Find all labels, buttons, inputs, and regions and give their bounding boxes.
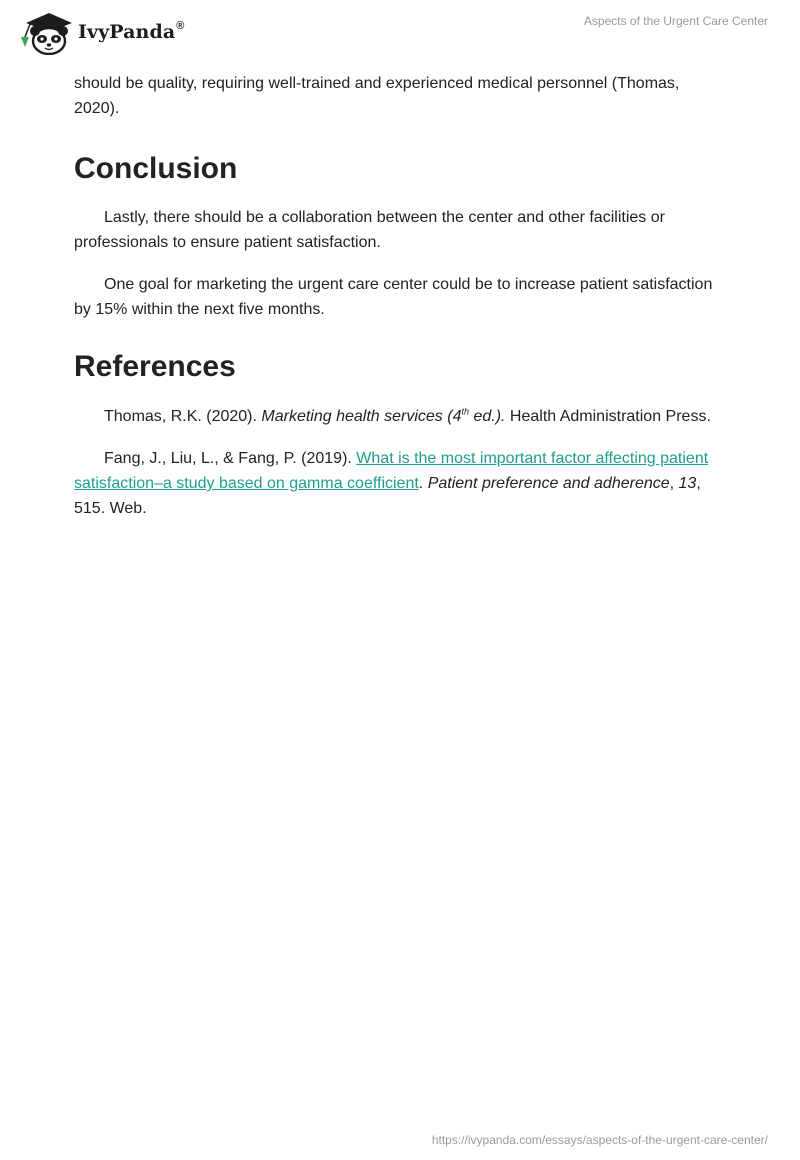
ivypanda-logo[interactable]	[16, 9, 185, 55]
page-header	[0, 0, 800, 70]
ref1-authors: Thomas, R.K. (2020).	[104, 408, 262, 425]
ref2-authors: Fang, J., Liu, L., & Fang, P. (2019).	[104, 450, 357, 467]
brand-name: IvyPanda	[78, 21, 176, 43]
reference-entry-2	[74, 446, 724, 521]
reference-entry-1	[74, 404, 724, 429]
ref1-edition-superscript: th	[461, 406, 469, 417]
ref2-volume: 13	[678, 475, 697, 492]
document-body	[74, 71, 724, 521]
conclusion-paragraph-1: Lastly, there should be a collaboration between the center and other facilities or professionals to ensure patient satisfaction.	[74, 209, 665, 251]
references-heading: References	[74, 350, 236, 383]
running-header-title: Aspects of the Urgent Care Center	[583, 14, 768, 28]
intro-continued-paragraph: should be quality, requiring well-trained and experienced medical personnel (Thomas, 2020).	[74, 75, 680, 117]
ref1-title	[261, 408, 505, 425]
conclusion-heading: Conclusion	[74, 152, 238, 185]
ref1-title-text: Marketing health services (4	[261, 408, 462, 425]
ref1-title-end: ed.).	[469, 408, 506, 425]
ref2-journal: Patient preference and adherence	[427, 475, 670, 492]
ref2-article-link[interactable]: What is the most important factor affecting patient satisfaction–a study based on gamma coefficient	[74, 450, 709, 492]
ref2-separator: .	[418, 475, 428, 492]
ref2-pages: , 515. Web.	[74, 475, 701, 517]
ref1-publisher: Health Administration Press.	[505, 408, 711, 425]
logo-wordmark	[78, 21, 185, 43]
ref2-comma: ,	[669, 475, 679, 492]
registered-mark: ®	[176, 19, 185, 32]
panda-graduation-cap-icon	[16, 9, 74, 55]
footer-source-url[interactable]: https://ivypanda.com/essays/aspects-of-the-urgent-care-center/	[431, 1133, 768, 1147]
conclusion-paragraph-2: One goal for marketing the urgent care center could be to increase patient satisfaction by 15% within the next five months.	[74, 276, 713, 318]
